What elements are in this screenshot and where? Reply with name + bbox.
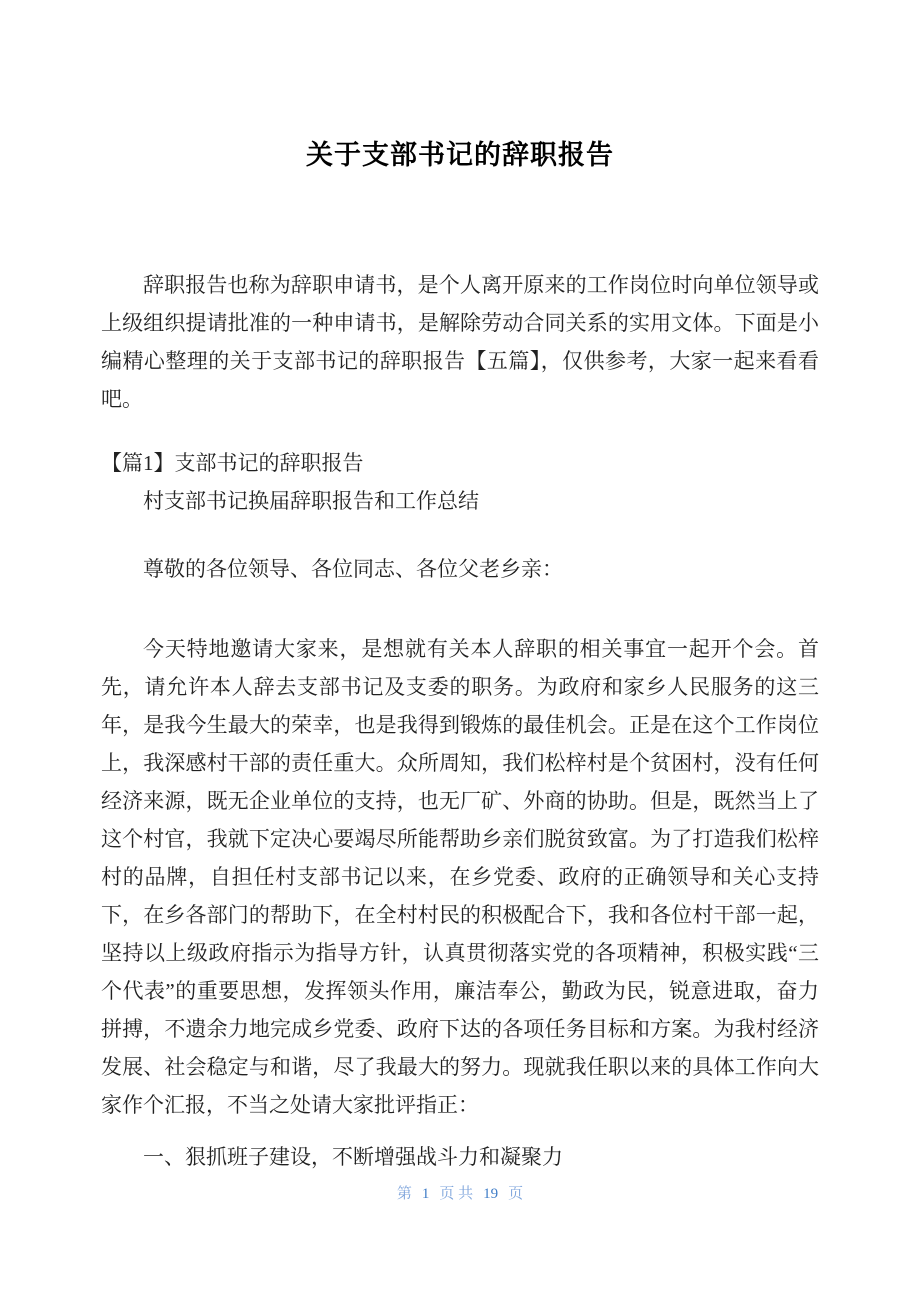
body-paragraph: 今天特地邀请大家来，是想就有关本人辞职的相关事宜一起开个会。首先，请允许本人辞去支部书记及支委的职务。为政府和家乡人民服务的这三年，是我今生最大的荣幸，也是我得到锻炼的最佳机会。正是在这个工作岗位上，我深感村干部的责任重大。众所周知，我们松梓村是个贫困村，没有任何经济来源，既无企业单位的支持，也无厂矿、外商的协助。但是，既然当上了这个村官，我就下定决心要竭尽所能帮助乡亲们脱贫致富。为了打造我们松梓村的品牌，自担任村支部书记以来，在乡党委、政府的正确领导和关心支持下，在乡各部门的帮助下，在全村村民的积极配合下，我和各位村干部一起，坚持以上级政府指示为指导方针，认真贯彻落实党的各项精神，积极实践“三个代表”的重要思想，发挥领头作用，廉洁奉公，勤政为民，锐意进取，奋力拼搏，不遗余力地完成乡党委、政府下达的各项任务目标和方案。为我村经济发展、社会稳定与和谐，尽了我最大的努力。现就我任职以来的具体工作向大家作个汇报，不当之处请大家批评指正： [101,637,819,1117]
footer-current-page-number: 1 [421,1186,430,1202]
footer-suffix-label: 页 [508,1186,524,1202]
subheading-1: 一、狠抓班子建设，不断增强战斗力和凝聚力 [143,1145,563,1169]
page-footer [0,1184,920,1204]
section-1-subtitle: 村支部书记换届辞职报告和工作总结 [143,489,479,513]
footer-middle-label: 页 共 [439,1186,474,1202]
section-1-heading: 【篇1】支部书记的辞职报告 [101,451,364,475]
footer-total-pages-number: 19 [483,1186,499,1202]
document-title: 关于支部书记的辞职报告 [306,140,614,170]
footer-prefix-label: 第 [396,1186,412,1202]
greeting-line: 尊敬的各位领导、各位同志、各位父老乡亲： [143,557,563,581]
intro-paragraph: 辞职报告也称为辞职申请书，是个人离开原来的工作岗位时向单位领导或上级组织提请批准的一种申请书，是解除劳动合同关系的实用文体。下面是小编精心整理的关于支部书记的辞职报告【五篇】，仅供参考，大家一起来看看吧。 [101,273,819,411]
